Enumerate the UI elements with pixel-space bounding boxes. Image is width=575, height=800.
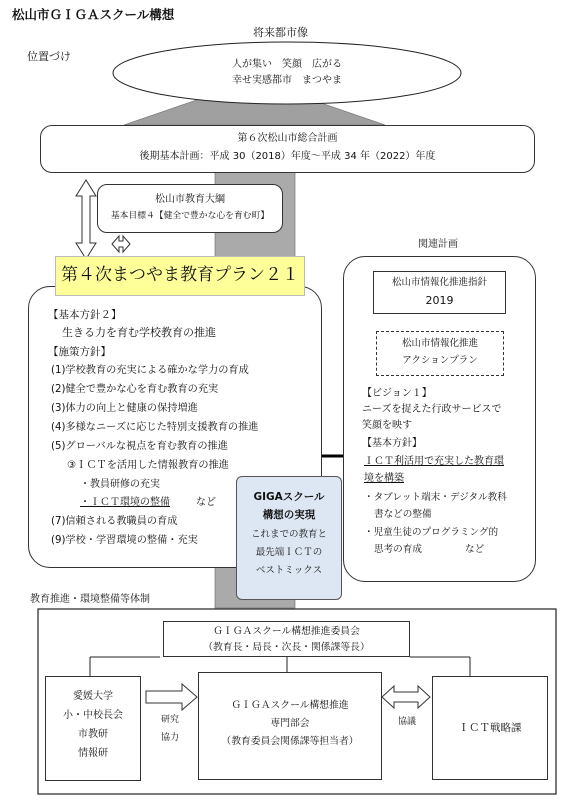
page-title: 松山市ＧＩＧＡスクール構想: [12, 7, 175, 22]
committee-box: [163, 621, 410, 657]
measure-1: (1)学校教育の充実による確かな学力の育成: [51, 365, 249, 376]
info-guideline-line-2: 2019: [425, 294, 454, 307]
info-basic-label: 【基本方針】: [362, 438, 422, 449]
subcommittee-line-2: 専門部会: [270, 718, 310, 729]
measure-5-3: ③ＩＣＴを活用した情報教育の推進: [67, 460, 229, 471]
giga-realization-box: [236, 476, 342, 600]
double-arrow-vertical-icon: [76, 180, 96, 259]
double-arrow-small-icon: [112, 236, 130, 252]
education-outline-line-1: 松山市教育大綱: [155, 194, 225, 205]
partners-line-1: 愛媛大学: [73, 691, 113, 702]
subcommittee-box: [198, 672, 382, 780]
system-label: 教育推進・環境整備等体制: [30, 594, 150, 605]
committee-line-2: （教育長・局長・次長・関係課等長）: [203, 642, 370, 653]
comprehensive-plan-box: [40, 125, 535, 173]
vision-line-1: 人が集い 笑顔 広がる: [232, 59, 342, 70]
info-bullet-1-line-2: 書などの整備: [374, 509, 432, 520]
measures-label: 【施策方針】: [48, 346, 111, 358]
education-outline-box: [97, 184, 283, 233]
vision-ellipse: [113, 42, 461, 104]
basic-policy-text: 生きる力を育む学校教育の推進: [62, 326, 216, 339]
partners-box: [45, 676, 141, 781]
cooperation-label: 協力: [161, 733, 180, 743]
giga-line-2: 構想の実現: [262, 509, 316, 521]
right-arrow-icon: [146, 684, 197, 710]
comprehensive-plan-line-2: 後期基本計画：平成 30（2018）年度～平成 34 年（2022）年度: [139, 151, 436, 162]
basic-policy-label: 【基本方針２】: [48, 309, 122, 321]
consult-label: 協議: [398, 717, 417, 727]
bullet-ict-environment-suffix: など: [196, 497, 216, 508]
education-plan-title-box: [55, 256, 305, 296]
info-basic-text-2: 境を構築: [364, 473, 404, 484]
measure-4: (4)多様なニーズに応じた特別支援教育の推進: [51, 422, 259, 433]
info-guideline-box: [373, 271, 506, 314]
info-bullet-2-suffix: など: [465, 544, 485, 555]
positioning-label: 位置づけ: [27, 50, 71, 63]
action-plan-line-1: 松山市情報化推進: [401, 338, 478, 349]
measure-7: (7)信頼される教職員の育成: [51, 516, 178, 527]
related-plans-label: 関連計画: [418, 239, 458, 250]
giga-line-5: ベストミックス: [255, 565, 323, 576]
info-bullet-1-line-1: ・タブレット端末・デジタル教科: [364, 492, 507, 503]
future-vision-heading: 将来都市像: [253, 26, 308, 39]
measure-3: (3)体力の向上と健康の保持増進: [51, 403, 198, 414]
research-label: 研究: [161, 715, 180, 725]
info-bullet-2-line-2: 思考の育成: [374, 544, 422, 555]
partners-line-4: 情報研: [78, 748, 108, 759]
comprehensive-plan-line-1: 第６次松山市総合計画: [237, 133, 338, 144]
vision-line-2: 幸せ実感都市 まつやま: [232, 75, 342, 86]
ict-division-label: ＩＣＴ戦略課: [458, 722, 522, 734]
bullet-ict-environment: ・ＩＣＴ環境の整備: [80, 497, 170, 508]
info-bullet-2-line-1: ・児童生徒のプログラミング的: [364, 527, 499, 538]
subcommittee-line-1: ＧＩＧＡスクール構想推進: [231, 700, 349, 711]
bullet-teacher-training: ・教員研修の充実: [80, 479, 160, 490]
giga-line-3: これまでの教育と: [250, 529, 327, 540]
partners-line-2: 小・中校長会: [63, 710, 123, 721]
education-plan-title: 第４次まつやま教育プラン２１: [61, 265, 299, 285]
info-guideline-line-1: 松山市情報化推進指針: [391, 277, 487, 288]
ict-division-box: [432, 676, 548, 780]
subcommittee-line-3: （教育委員会関係課等担当者）: [221, 736, 359, 747]
vision-text-2: 笑顔を映す: [362, 420, 412, 431]
action-plan-box: [376, 331, 504, 376]
vision-text-1: ニーズを捉えた行政サービスで: [362, 404, 502, 415]
giga-line-4: 最先端ＩＣＴの: [255, 547, 323, 558]
giga-line-1: GIGAスクール: [253, 491, 325, 503]
horizontal-double-arrow-icon: [382, 686, 430, 708]
committee-line-1: ＧＩＧＡスクール構想推進委員会: [213, 626, 360, 637]
measure-5: (5)グローバルな視点を育む教育の推進: [51, 441, 228, 452]
vision-label: 【ビジョン１】: [362, 388, 432, 399]
education-outline-line-2: 基本目標４【健全で豊かな心を育む町】: [110, 211, 270, 221]
measure-9: (9)学校・学習環境の整備・充実: [51, 535, 198, 546]
measure-2: (2)健全で豊かな心を育む教育の充実: [51, 384, 219, 395]
info-basic-text-1: ＩＣＴ利活用で充実した教育環: [364, 456, 504, 467]
partners-line-3: 市教研: [78, 729, 108, 740]
action-plan-line-2: アクションプラン: [402, 355, 478, 366]
